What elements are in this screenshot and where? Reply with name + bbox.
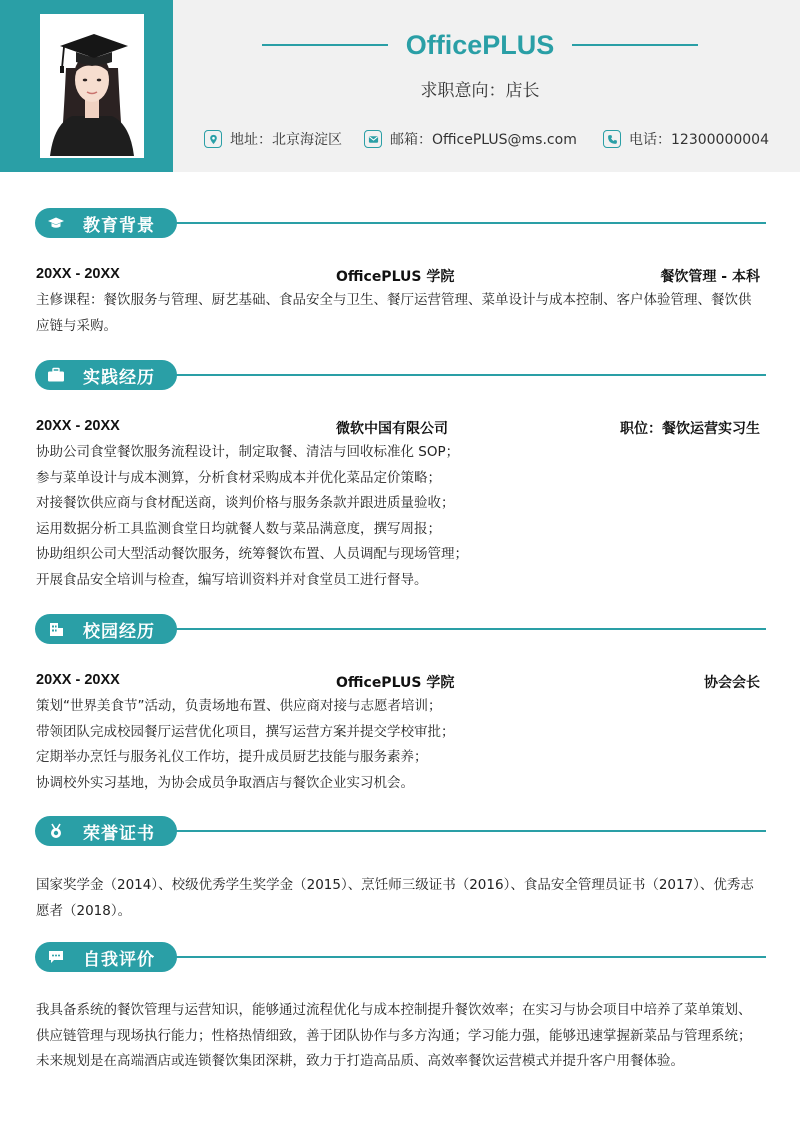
list-item: 运用数据分析工具监测食堂日均就餐人数与菜品满意度，撰写周报；: [36, 520, 441, 537]
phone-icon: [603, 130, 621, 148]
name-left-rule: [262, 44, 388, 46]
section-pill: [35, 614, 177, 644]
section-pill: [35, 360, 177, 390]
building-icon: [47, 620, 65, 638]
medal-icon: [47, 822, 65, 840]
section-self-header: [35, 942, 766, 972]
education-period: 20XX - 20XX: [36, 266, 120, 282]
contact-email: [364, 129, 577, 149]
section-title: 教育背景: [83, 215, 155, 236]
campus-period: 20XX - 20XX: [36, 672, 120, 688]
list-item: 参与菜单设计与成本测算，分析食材采购成本并优化菜品定价策略；: [36, 469, 441, 486]
envelope-icon: [364, 130, 382, 148]
self-evaluation-text: 我具备系统的餐饮管理与运营知识，能够通过流程优化与成本控制提升餐饮效率；在实习与协会项目中培养了菜单策划、供应链管理与现场执行能力；性格热情细致，善于团队协作与多方沟通；学习能力强，能够迅速掌握新菜品与管理系统；未来规划是在高端酒店或连锁餐饮集团深耕，致力于打造高品质、高效率餐饮运营模式并提升客户用餐体验。: [36, 1002, 752, 1069]
contact-phone: [603, 129, 769, 149]
section-education-header: [35, 208, 766, 238]
section-rule: [135, 830, 766, 832]
list-item: 对接餐饮供应商与食材配送商，谈判价格与服务条款并跟进质量验收；: [36, 495, 455, 512]
candidate-name: OfficePLUS: [405, 29, 555, 60]
contact-address: [204, 129, 342, 149]
practice-position: 职位：餐饮运营实习生: [620, 421, 760, 437]
campus-school: OfficePLUS 学院: [336, 675, 455, 691]
campus-activities: [36, 694, 764, 796]
section-practice-header: [35, 360, 766, 390]
profile-photo: [40, 14, 144, 158]
address-text: 地址：北京海淀区: [230, 132, 342, 148]
section-honors-header: [35, 816, 766, 846]
email-text: 邮箱：OfficePLUS@ms.com: [390, 132, 577, 148]
section-title: 校园经历: [83, 621, 155, 642]
section-pill: [35, 816, 177, 846]
section-title: 荣誉证书: [83, 823, 155, 844]
section-campus-header: [35, 614, 766, 644]
list-item: 开展食品安全培训与检查，编写培训资料并对食堂员工进行督导。: [36, 571, 428, 588]
list-item: 定期举办烹饪与服务礼仪工作坊，提升成员厨艺技能与服务素养；: [36, 749, 428, 766]
list-item: 协调校外实习基地，为协会成员争取酒店与餐饮企业实习机会。: [36, 774, 414, 791]
list-item: 协助组织公司大型活动餐饮服务，统筹餐饮布置、人员调配与现场管理；: [36, 546, 468, 563]
photo-block: [0, 0, 173, 172]
education-school: OfficePLUS 学院: [336, 269, 455, 285]
section-rule: [135, 956, 766, 958]
practice-duties: [36, 440, 764, 594]
section-rule: [135, 374, 766, 376]
section-title: 自我评价: [83, 949, 155, 970]
briefcase-icon: [47, 366, 65, 384]
section-pill: [35, 942, 177, 972]
section-rule: [135, 222, 766, 224]
campus-entry-row: [36, 672, 760, 694]
name-right-rule: [572, 44, 698, 46]
education-courses: 主修课程：餐饮服务与管理、厨艺基础、食品安全与卫生、餐厅运营管理、菜单设计与成本控制、客户体验管理、餐饮供应链与采购。: [36, 292, 752, 334]
education-major: 餐饮管理 - 本科: [660, 269, 760, 285]
practice-company: 微软中国有限公司: [336, 421, 448, 437]
practice-entry-row: [36, 418, 760, 440]
chat-bubble-icon: [47, 948, 65, 966]
list-item: 带领团队完成校园餐厅运营优化项目，撰写运营方案并提交学校审批；: [36, 723, 455, 740]
campus-role: 协会会长: [704, 675, 760, 691]
list-item: 协助公司食堂餐饮服务流程设计，制定取餐、清洁与回收标准化 SOP；: [36, 444, 460, 460]
section-pill: [35, 208, 177, 238]
graduation-cap-icon: [47, 214, 65, 232]
education-entry-row: [36, 266, 760, 288]
practice-period: 20XX - 20XX: [36, 418, 120, 434]
name-row: [262, 28, 698, 62]
section-rule: [135, 628, 766, 630]
job-intent: 求职意向：店长: [420, 81, 540, 101]
phone-text: 电话：12300000004: [629, 132, 769, 148]
honors-text: 国家奖学金（2014）、校级优秀学生奖学金（2015）、烹饪师三级证书（2016）、食品安全管理员证书（2017）、优秀志愿者（2018）。: [36, 877, 754, 919]
location-pin-icon: [204, 130, 222, 148]
section-title: 实践经历: [83, 367, 155, 388]
contact-row: [204, 129, 774, 151]
list-item: 策划“世界美食节”活动，负责场地布置、供应商对接与志愿者培训；: [36, 698, 442, 714]
